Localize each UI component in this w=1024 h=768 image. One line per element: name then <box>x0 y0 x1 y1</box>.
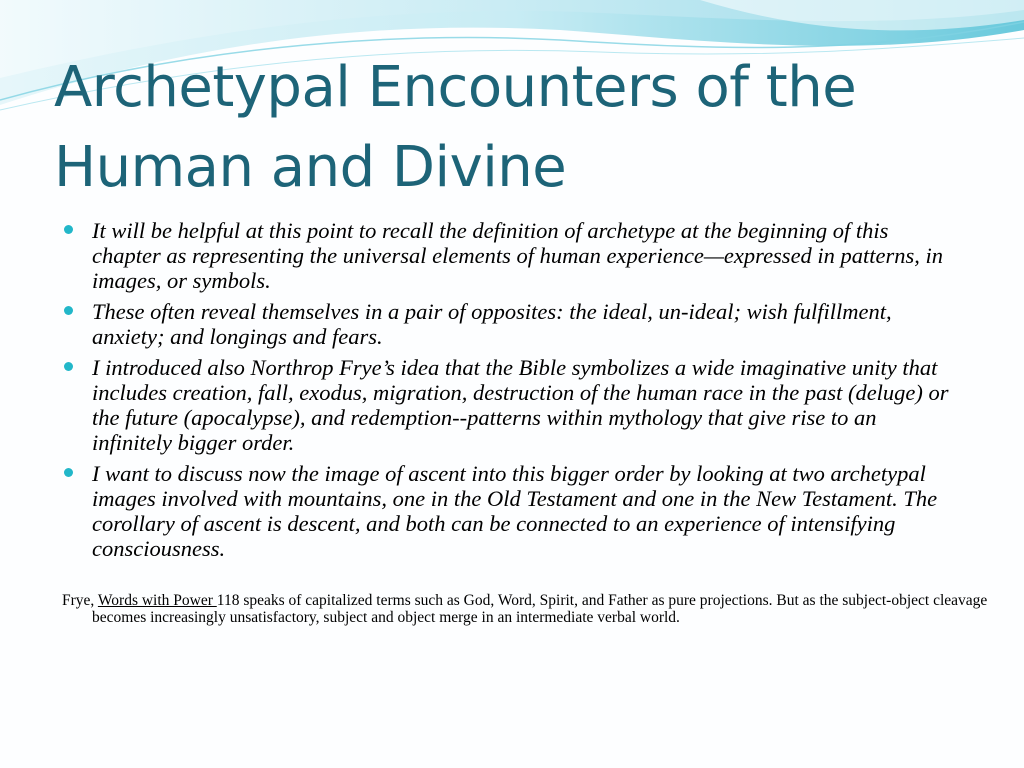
bullet-dot-icon <box>64 225 73 234</box>
bullet-dot-icon <box>64 468 73 477</box>
bullet-text: I want to discuss now the image of ascent into this bigger order by looking at two archetypal images involved with mountains, one in the Old Testament and one in the New Testament. The corollary of ascent is descent, and both can be connected to an experience of intensifying consciousness. <box>92 461 938 561</box>
footnote-work-title: Words with Power <box>97 592 217 609</box>
bullet-item <box>62 218 962 293</box>
bullet-item <box>62 299 962 349</box>
footnote-text: 118 speaks of capitalized terms such as God, Word, Spirit, and Father as pure projections. But as the subject-object cleavage becomes increasingly unsatisfactory, subject and object merge in an intermediate verbal world. <box>92 592 988 626</box>
footnote <box>62 592 1000 626</box>
slide-title: Archetypal Encounters of the Human and Divine <box>54 55 857 200</box>
bullet-text: I introduced also Northrop Frye’s idea that the Bible symbolizes a wide imaginative unity that includes creation, fall, exodus, migration, destruction of the human race in the past (deluge) or the future (apocalypse), and redemption--patterns within mythology that give rise to an infinitely bigger order. <box>92 355 949 455</box>
bullet-text: It will be helpful at this point to recall the definition of archetype at the beginning of this chapter as representing the universal elements of human experience—expressed in patterns, in images, or symbols. <box>92 218 944 293</box>
bullet-dot-icon <box>64 362 73 371</box>
bullet-dot-icon <box>64 306 73 315</box>
bullet-list <box>62 218 962 567</box>
bullet-item <box>62 461 962 561</box>
bullet-item <box>62 355 962 455</box>
footnote-author: Frye, <box>62 592 98 609</box>
bullet-text: These often reveal themselves in a pair of opposites: the ideal, un-ideal; wish fulfillment, anxiety; and longings and fears. <box>92 299 892 349</box>
